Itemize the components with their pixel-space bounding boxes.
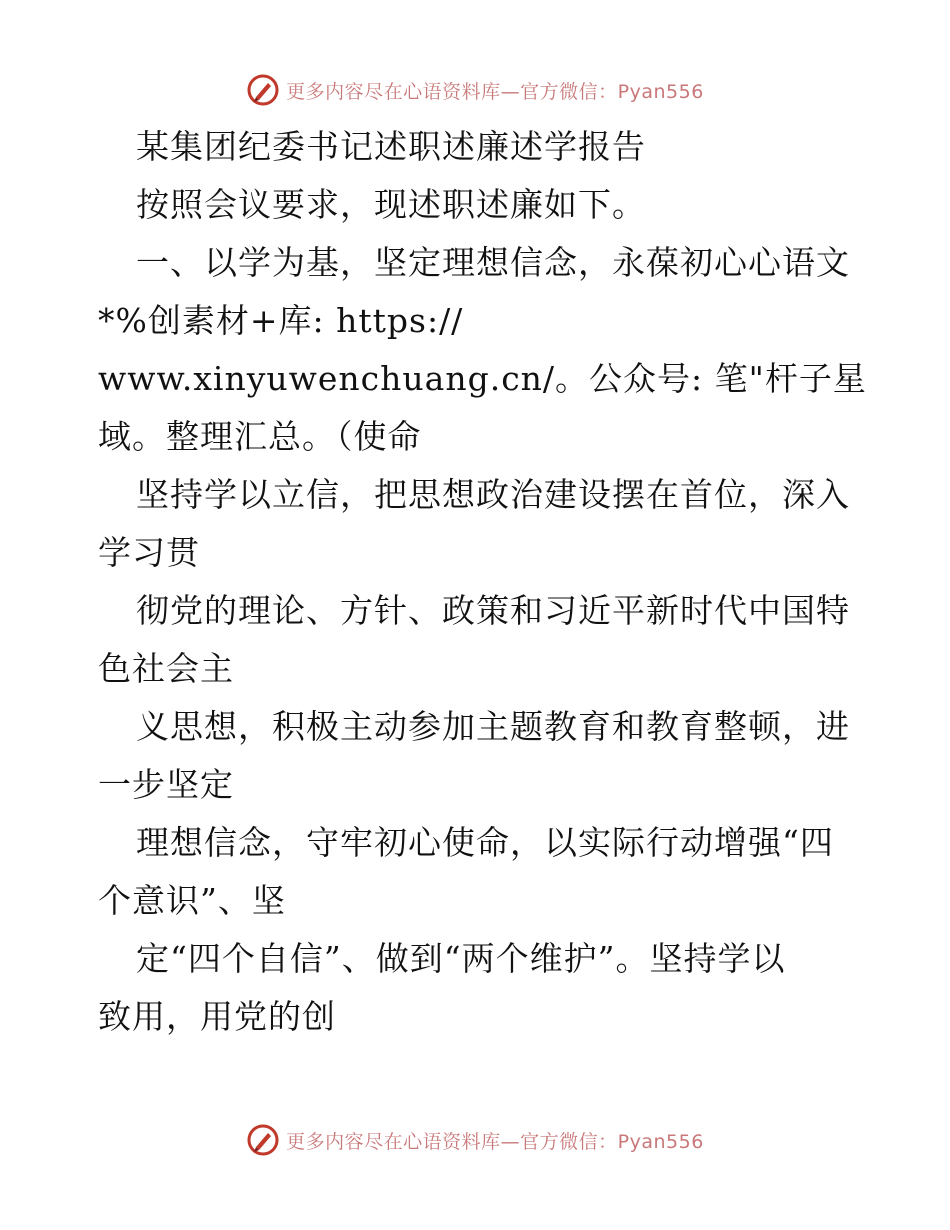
paragraph-line: 一步坚定 — [98, 765, 234, 804]
paragraph-line: www.xinyuwenchuang.cn/。公众号: 笔"杆子星 — [98, 359, 867, 398]
paragraph-line: 坚持学以立信，把思想政治建设摆在首位，深入 — [136, 475, 850, 514]
paragraph-line: 学习贯 — [98, 533, 200, 572]
paragraph-line: 致用，用党的创 — [98, 997, 336, 1036]
header-banner — [0, 70, 950, 110]
paragraph-line: 彻党的理论、方针、政策和习近平新时代中国特 — [136, 591, 850, 630]
footer-banner — [0, 1120, 950, 1160]
paragraph-line: *%创素材+库: https:// — [98, 301, 464, 340]
paragraph-line: 色社会主 — [98, 649, 234, 688]
header-banner-text: 更多内容尽在心语资料库—官方微信：Pyan556 — [286, 80, 704, 103]
pen-logo-icon — [246, 73, 280, 107]
paragraph-line: 按照会议要求，现述职述廉如下。 — [136, 185, 646, 224]
section-heading: 一、以学为基，坚定理想信念，永葆初心心语文 — [136, 243, 850, 282]
footer-banner-text: 更多内容尽在心语资料库—官方微信：Pyan556 — [286, 1130, 704, 1153]
paragraph-line: 义思想，积极主动参加主题教育和教育整顿，进 — [136, 707, 850, 746]
paragraph-line: 个意识”、坚 — [98, 881, 286, 920]
paragraph-line: 理想信念，守牢初心使命，以实际行动增强“四 — [136, 823, 834, 862]
paragraph-line: 定“四个自信”、做到“两个维护”。坚持学以 — [136, 939, 786, 978]
paragraph-line: 域。整理汇总。（使命 — [98, 417, 422, 456]
document-title: 某集团纪委书记述职述廉述学报告 — [136, 127, 646, 166]
document-body — [98, 118, 867, 1046]
pen-logo-icon — [246, 1123, 280, 1157]
